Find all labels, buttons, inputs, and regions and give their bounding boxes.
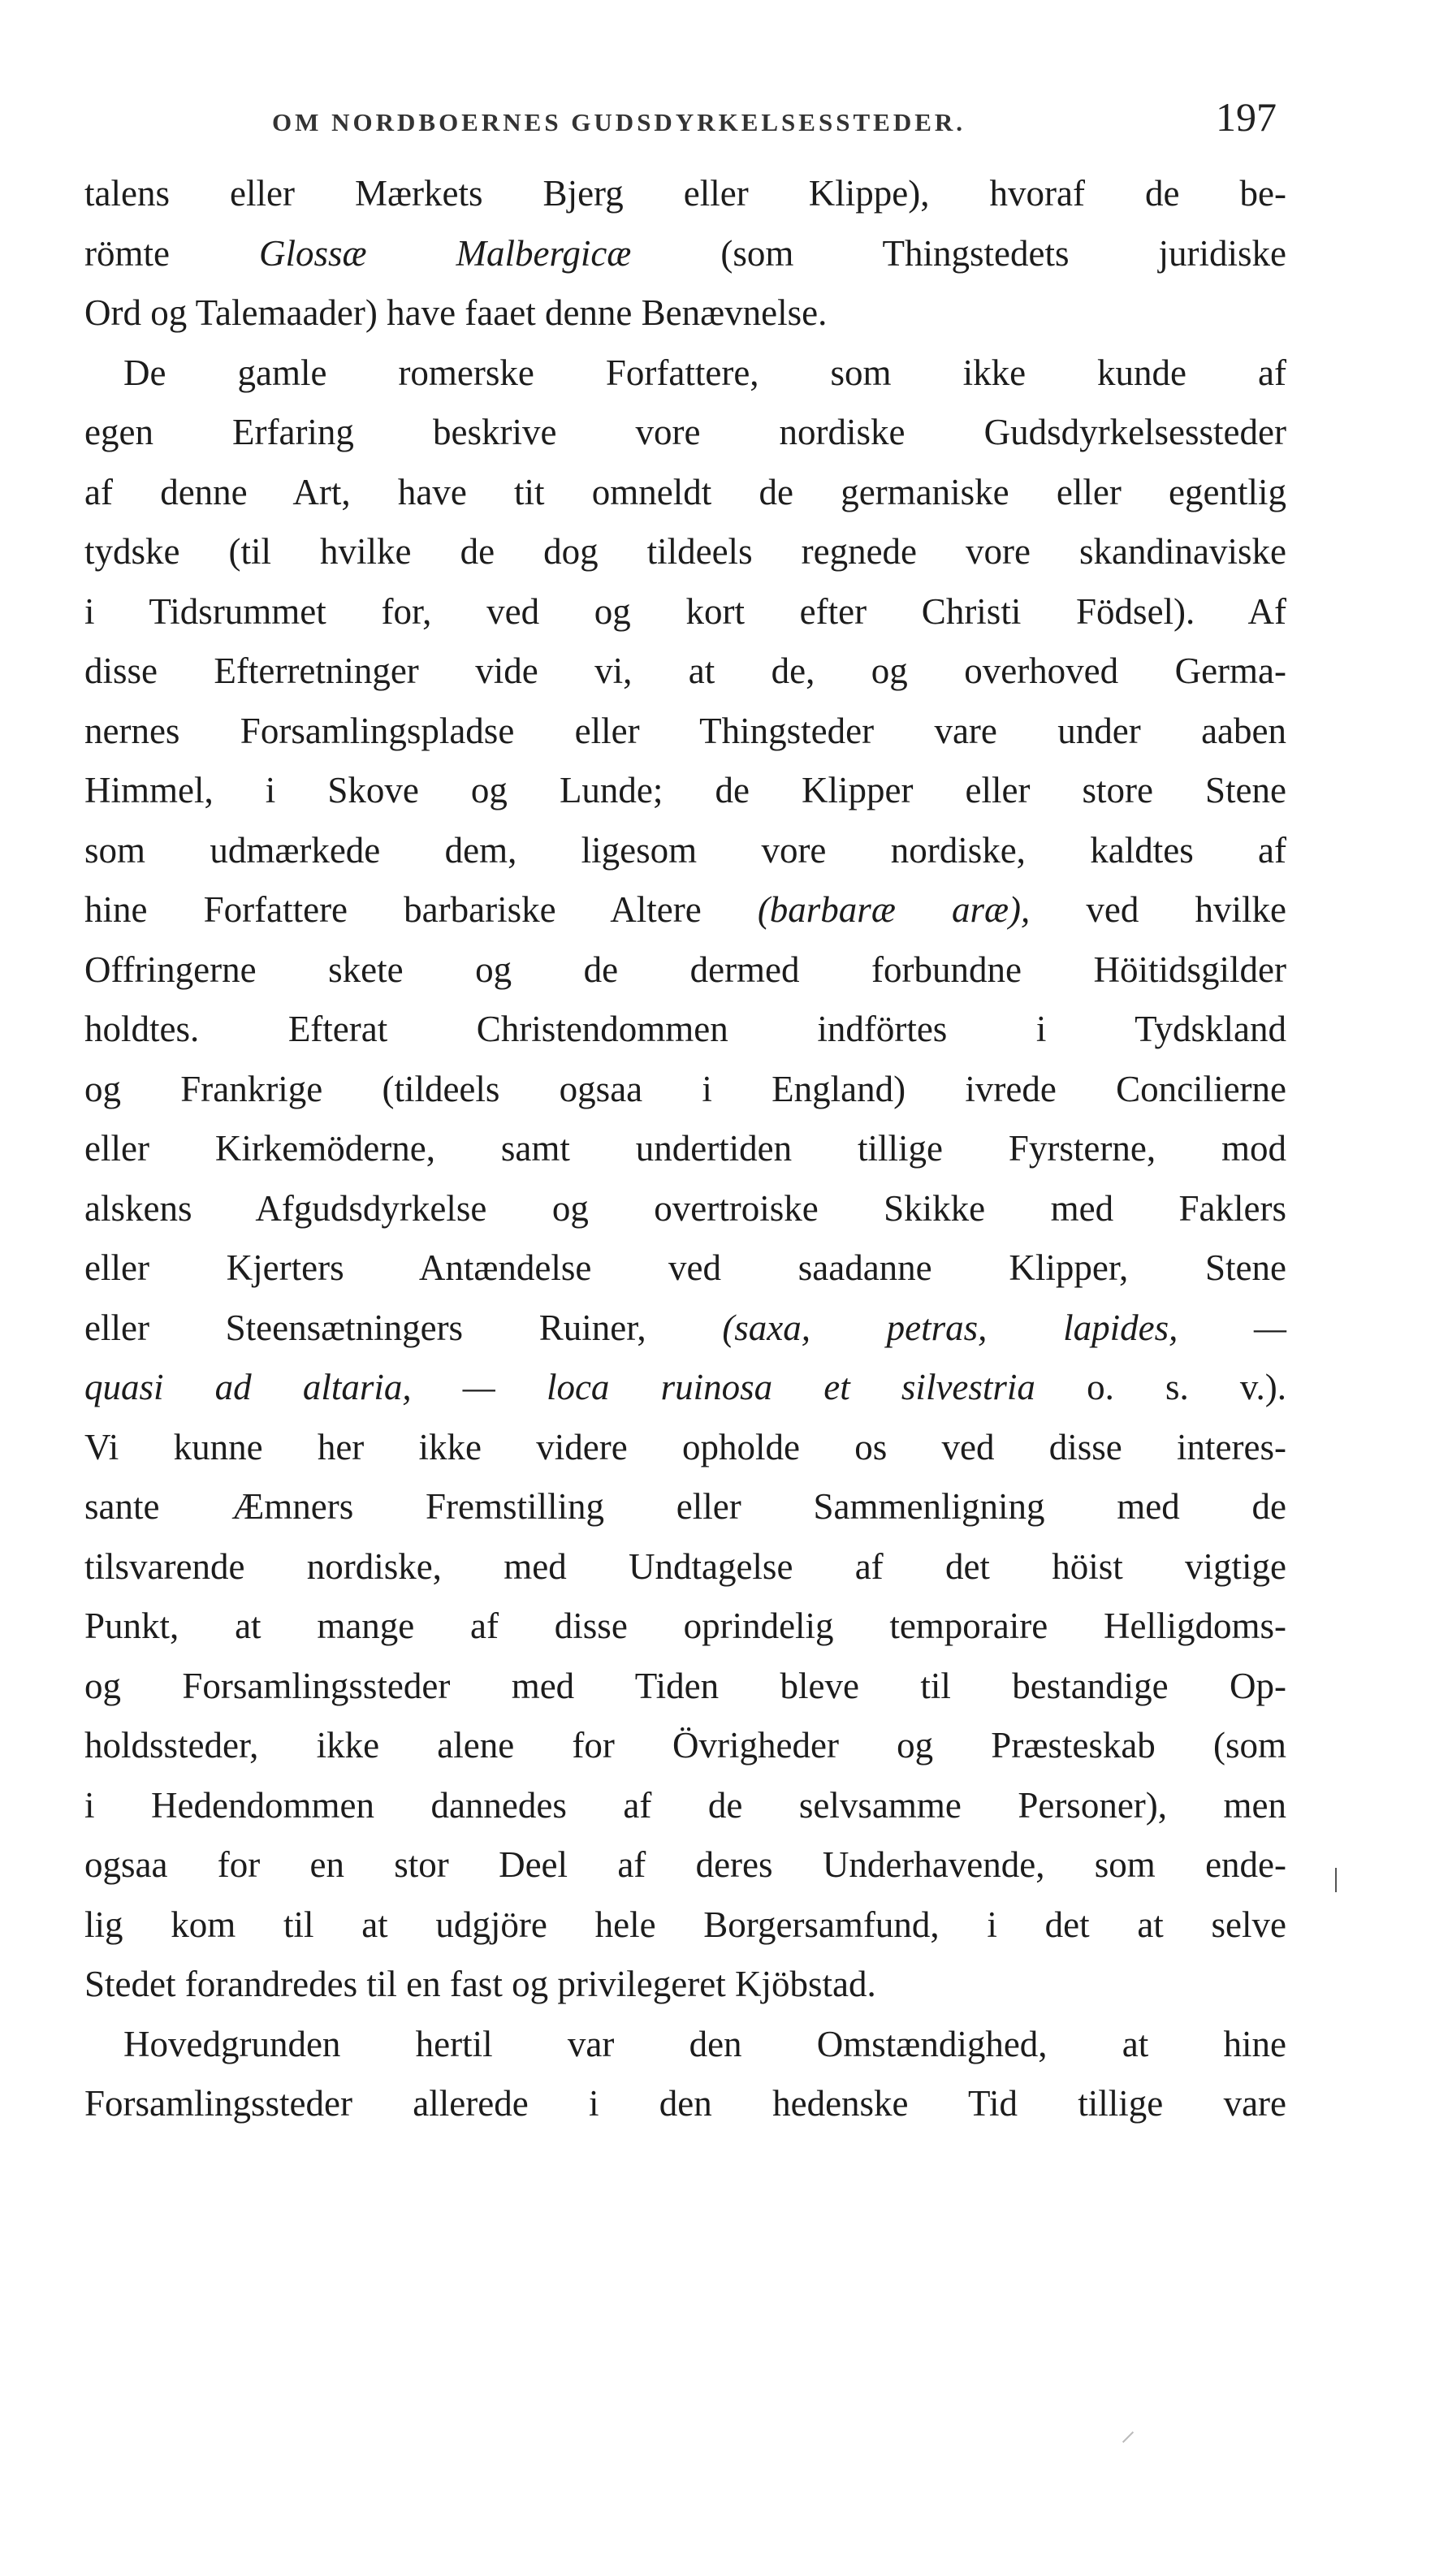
text-line: Himmel, i Skove og Lunde; de Klipper eller store Stene: [84, 770, 1286, 810]
text-line: Offringerne skete og de dermed forbundne Höitidsgilder: [84, 949, 1286, 990]
text-line: Ord og Talemaader) have faaet denne Benævnelse.: [84, 292, 828, 333]
text-line: römte Glossæ Malbergicæ (som Thingstedets juridiske: [84, 232, 1286, 274]
text-line: tilsvarende nordiske, med Undtagelse af det höist vigtige: [84, 1545, 1286, 1587]
text-line: ogsaa for en stor Deel af deres Underhavende, som ende-: [84, 1844, 1286, 1885]
text-line: holdtes. Efterat Christendommen indförtes i Tydskland: [84, 1009, 1286, 1049]
text-line: eller Kjerters Antændelse ved saadanne Klipper, Stene: [84, 1247, 1286, 1288]
text-line: Hovedgrunden hertil var den Omstændighed, at hine: [123, 2023, 1286, 2064]
text-line: egen Erfaring beskrive vore nordiske Gudsdyrkelsessteder: [84, 412, 1286, 452]
text-line: lig kom til at udgjöre hele Borgersamfund, i det at selve: [84, 1904, 1286, 1945]
text-line: i Tidsrummet for, ved og kort efter Christi Födsel). Af: [84, 590, 1286, 632]
text-line: af denne Art, have tit omneldt de germaniske eller egentlig: [84, 471, 1286, 512]
page-header: [244, 93, 1291, 150]
text-line: Forsamlingssteder allerede i den hedenske Tid tillige vare: [84, 2083, 1286, 2124]
text-line: sante Æmners Fremstilling eller Sammenligning med de: [84, 1486, 1286, 1527]
text-line: De gamle romerske Forfattere, som ikke kunde af: [123, 352, 1286, 393]
body-text: [84, 164, 1286, 2134]
text-line: hine Forfattere barbariske Altere (barbaræ aræ), ved hvilke: [84, 889, 1286, 930]
text-line: eller Kirkemöderne, samt undertiden tillige Fyrsterne, mod: [84, 1128, 1286, 1169]
text-line: talens eller Mærkets Bjerg eller Klippe), hvoraf de be-: [84, 173, 1286, 214]
text-line: Stedet forandredes til en fast og privilegeret Kjöbstad.: [84, 1964, 876, 2004]
text-line: quasi ad altaria, — loca ruinosa et silvestria o. s. v.).: [84, 1367, 1286, 1407]
page-number: 197: [1216, 94, 1277, 140]
margin-mark: [1335, 1868, 1337, 1892]
text-line: tydske (til hvilke de dog tildeels regnede vore skandinaviske: [84, 531, 1286, 572]
text-line: Vi kunne her ikke videre opholde os ved disse interes-: [84, 1426, 1286, 1467]
stray-mark: [1122, 2431, 1134, 2443]
text-line: alskens Afgudsdyrkelse og overtroiske Skikke med Faklers: [84, 1187, 1286, 1229]
text-line: og Forsamlingssteder med Tiden bleve til bestandige Op-: [84, 1665, 1286, 1706]
text-line: Punkt, at mange af disse oprindelig temporaire Helligdoms-: [84, 1606, 1286, 1646]
text-line: holdssteder, ikke alene for Övrigheder og Præsteskab (som: [84, 1725, 1286, 1766]
text-line: og Frankrige (tildeels ogsaa i England) ivrede Concilierne: [84, 1068, 1286, 1109]
text-line: disse Efterretninger vide vi, at de, og overhoved Germa-: [84, 650, 1286, 691]
text-line: eller Steensætningers Ruiner, (saxa, petras, lapides, —: [84, 1307, 1286, 1348]
text-line: nernes Forsamlingspladse eller Thingsteder vare under aaben: [84, 710, 1286, 751]
running-head: OM NORDBOERNES GUDSDYRKELSESSTEDER.: [272, 108, 966, 136]
text-line: i Hedendommen dannedes af de selvsamme Personer), men: [84, 1784, 1286, 1826]
text-line: som udmærkede dem, ligesom vore nordiske, kaldtes af: [84, 829, 1286, 871]
